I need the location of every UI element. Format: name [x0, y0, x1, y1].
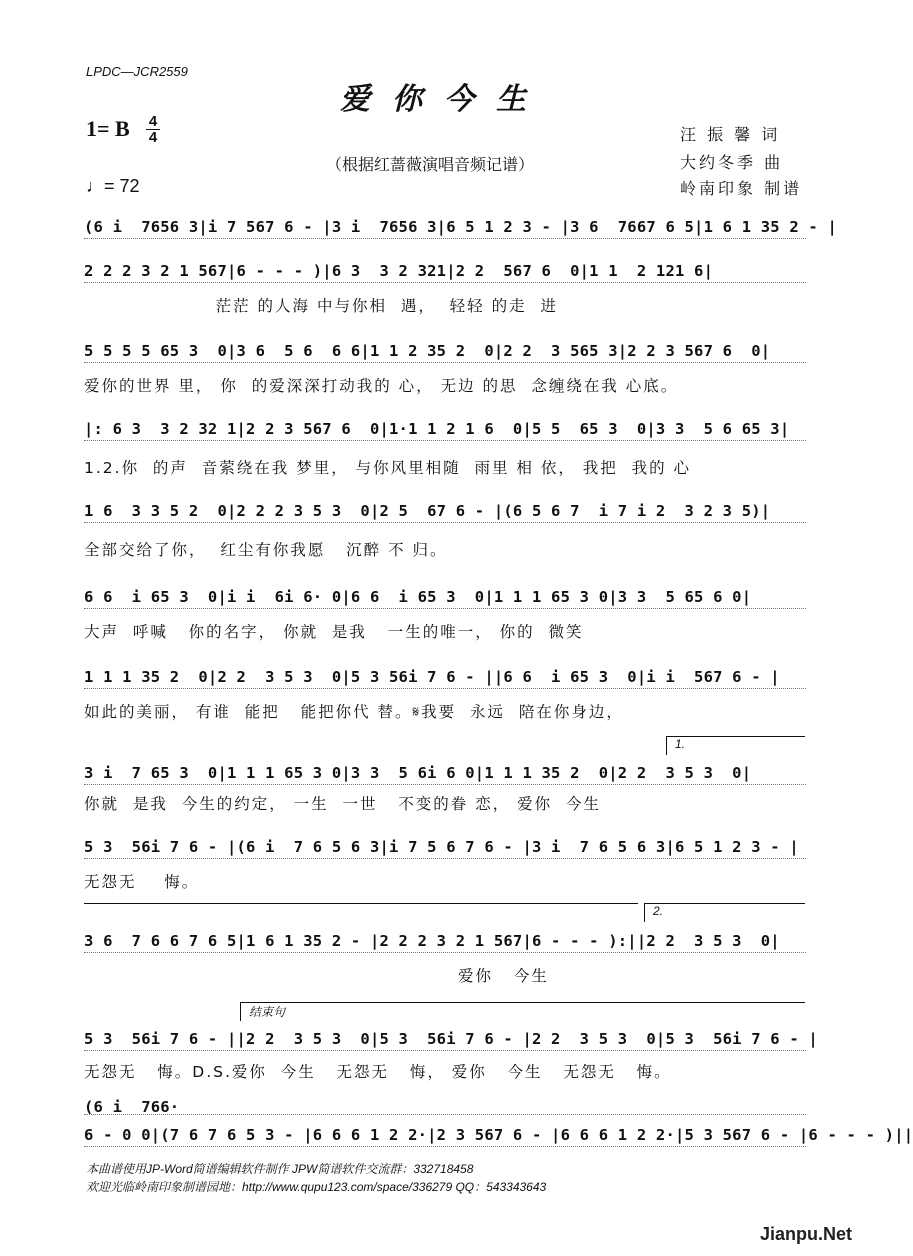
notation-line-1: (6 i 7656 3|i 7 567 6 - |3 i 7656 3|6 5 1 2 3 - |3 6 7667 6 5|1 6 1 35 2 - |	[84, 210, 806, 244]
notation-line-8: 3 i 7 65 3 0|1 1 1 65 3 0|3 3 5 6i 6 0|1 1 1 35 2 0|2 2 3 5 3 0|	[84, 756, 806, 790]
tempo-marking: ♩= 72	[86, 176, 140, 196]
lyric-line-6: 大声 呼喊 你的名字， 你就 是我 一生的唯一， 你的 微笑	[84, 623, 584, 641]
lyric-line-5: 全部交给了你， 红尘有你我愿 沉醉 不 归。	[84, 541, 448, 559]
lyric-line-2: 茫茫 的人海 中与你相 遇， 轻轻 的走 进	[84, 297, 558, 315]
notation-line-11: 5 3 56i 7 6 - ||2 2 3 5 3 0|5 3 56i 7 6 - |2 2 3 5 3 0|5 3 56i 7 6 - |	[84, 1022, 806, 1056]
second-ending-bracket: 2.	[644, 903, 805, 922]
arranger-credit: 岭南印象 制谱	[680, 179, 803, 198]
site-watermark: Jianpu.Net	[760, 1224, 853, 1244]
notation-line-10: 3 6 7 6 6 7 6 5|1 6 1 35 2 - |2 2 2 3 2 1 567|6 - - - ):||2 2 3 5 3 0|	[84, 924, 806, 958]
lyric-line-3: 爱你的世界 里， 你 的爱深深打动我的 心， 无边 的思 念缠绕在我 心底。	[84, 377, 679, 395]
time-bottom: 4	[148, 129, 158, 146]
notation-line-4: |: 6 3 3 2 32 1|2 2 3 567 6 0|1·1 1 2 1 6 0|5 5 65 3 0|3 3 5 6 65 3|	[84, 412, 806, 446]
time-top: 4	[146, 114, 160, 130]
footer-line-2: 欢迎光临岭南印象制谱园地：http://www.qupu123.com/space/336279 QQ：543343643	[86, 1180, 547, 1194]
score-code: LPDC—JCR2559	[86, 64, 188, 79]
notation-line-6: 6 6 i 65 3 0|i i 6i 6· 0|6 6 i 65 3 0|1 1 1 65 3 0|3 3 5 65 6 0|	[84, 580, 806, 614]
lyric-line-10: 爱你 今生	[84, 967, 549, 985]
notation-line-9: 5 3 56i 7 6 - |(6 i 7 6 5 6 3|i 7 5 6 7 6 - |3 i 7 6 5 6 3|6 5 1 2 3 - |	[84, 830, 806, 864]
source-note: （根据红蔷薇演唱音频记谱）	[326, 155, 535, 174]
page-title: 爱你今生	[340, 82, 548, 117]
notation-line-7: 1 1 1 35 2 0|2 2 3 5 3 0|5 3 56i 7 6 - ||6 6 i 65 3 0|i i 567 6 - |	[84, 660, 806, 694]
time-signature	[146, 114, 160, 145]
coda-bracket: 结束句	[240, 1002, 805, 1021]
upper-voice-notation: (6 i 766·	[84, 1094, 806, 1120]
first-ending-bracket: 1.	[666, 736, 805, 755]
lyric-line-7: 如此的美丽， 有谁 能把 能把你代 替。𝄋我要 永远 陪在你身边，	[84, 703, 624, 721]
composer-credit: 大约冬季 曲	[680, 153, 784, 172]
notation-line-12: 6 - 0 0|(7 6 7 6 5 3 - |6 6 6 1 2 2·|2 3 567 6 - |6 6 6 1 2 2·|5 3 567 6 - |6 - - - )||	[84, 1118, 806, 1152]
lyricist-credit: 汪 振 馨 词	[680, 125, 781, 144]
lyric-line-11: 无怨无 悔。D.S.爱你 今生 无怨无 悔， 爱你 今生 无怨无 悔。	[84, 1063, 672, 1081]
notation-line-5: 1 6 3 3 5 2 0|2 2 2 3 5 3 0|2 5 67 6 - |(6 5 6 7 i 7 i 2 3 2 3 5)|	[84, 494, 806, 528]
lyric-line-4: 1.2.你 的声 音萦绕在我 梦里， 与你风里相随 雨里 相 依， 我把 我的 心	[84, 459, 692, 477]
key-signature: 1= B	[86, 116, 130, 141]
repeat-bracket-line	[84, 903, 638, 904]
notation-line-3: 5 5 5 5 65 3 0|3 6 5 6 6 6|1 1 2 35 2 0|2 2 3 565 3|2 2 3 567 6 0|	[84, 334, 806, 368]
notation-line-2: 2 2 2 3 2 1 567|6 - - - )|6 3 3 2 321|2 2 567 6 0|1 1 2 121 6|	[84, 254, 806, 288]
lyric-line-9: 无怨无 悔。	[84, 873, 200, 891]
lyric-line-8: 你就 是我 今生的约定， 一生 一世 不变的眷 恋， 爱你 今生	[84, 795, 601, 813]
footer-line-1: 本曲谱使用JP-Word简谱编辑软件制作 JPW简谱软件交流群：332718458	[86, 1162, 474, 1176]
